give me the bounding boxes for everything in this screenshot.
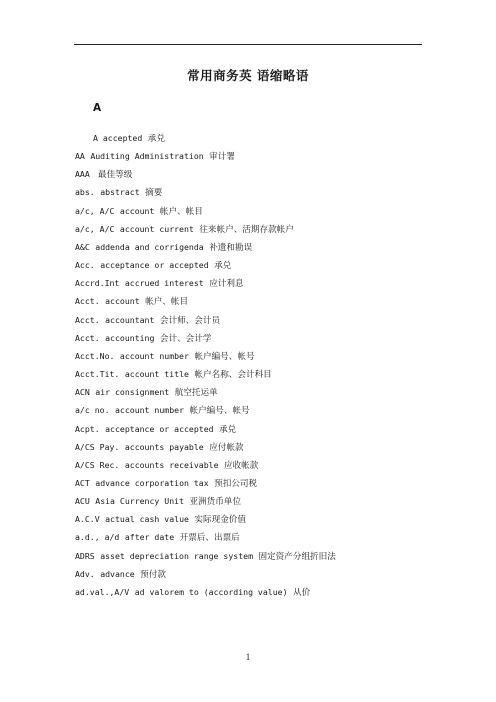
entry-abbreviation: Acc.: [75, 260, 95, 271]
entry-full-term: after date: [124, 532, 175, 543]
list-item: [75, 347, 425, 365]
document-title: 常用商务英 语缩略语: [187, 68, 309, 83]
entry-full-term: addenda and corrigenda: [95, 241, 204, 252]
entry-abbreviation: a/c no.: [75, 405, 110, 416]
entry-abbreviation: A&C: [75, 241, 90, 252]
entry-abbreviation: A accepted: [93, 133, 143, 143]
entry-full-term: accounts receivable: [124, 459, 219, 470]
entry-abbreviation: A.C.V: [75, 514, 100, 525]
list-item: [75, 565, 425, 583]
entry-translation: 航空托运单: [174, 388, 218, 399]
abbreviation-list: [75, 129, 425, 601]
entry-abbreviation: Acct.: [75, 314, 100, 325]
entry-abbreviation: AAA: [75, 169, 90, 180]
header-rule: [74, 44, 422, 45]
entry-full-term: accountant: [105, 314, 155, 325]
entry-translation: 预付款: [140, 569, 166, 580]
entry-translation: 应付帐款: [209, 442, 244, 453]
entry-full-term: Asia Currency Unit: [95, 496, 184, 507]
entry-translation: 审计署: [209, 152, 235, 163]
entry-translation: 帐户名称、会计科目: [194, 370, 272, 381]
entry-full-term: account number: [119, 350, 189, 361]
page-number: 1: [245, 652, 251, 662]
list-item: [75, 147, 425, 165]
list-item: [75, 420, 425, 438]
list-item: [75, 383, 425, 401]
entry-abbreviation: a/c, A/C: [75, 223, 115, 234]
list-item: [75, 401, 425, 419]
entry-abbreviation: abs.: [75, 187, 95, 198]
entry-abbreviation: ADRS: [75, 550, 95, 561]
entry-abbreviation: A/CS Pay.: [75, 441, 120, 452]
entry-translation: 应收帐款: [223, 460, 259, 471]
entry-abbreviation: Acct.: [75, 296, 100, 307]
entry-translation: 从价: [292, 587, 311, 598]
list-item: [75, 292, 425, 310]
entry-full-term: accounting: [105, 332, 155, 343]
list-item: [75, 583, 425, 601]
entry-full-term: account: [105, 296, 140, 307]
entry-full-term: asset depreciation range system: [100, 550, 253, 561]
list-item: [75, 238, 425, 256]
entry-full-term: actual cash value: [105, 514, 189, 525]
entry-full-term: ad valorem to (according value): [134, 586, 288, 597]
entry-translation: 摘要: [145, 188, 163, 199]
list-item: [75, 528, 425, 546]
list-item: [75, 256, 425, 274]
entry-full-term: account title: [124, 369, 189, 380]
entry-abbreviation: a.d., a/d: [75, 532, 120, 543]
entry-abbreviation: Accrd.Int: [75, 278, 120, 289]
entry-full-term: abstract: [100, 187, 140, 198]
list-item: [75, 492, 425, 510]
entry-full-term: account: [119, 205, 155, 216]
entry-translation: 预扣公司税: [214, 478, 258, 489]
entry-abbreviation: A/CS Rec.: [75, 459, 120, 470]
entry-full-term: advance corporation tax: [95, 477, 209, 488]
entry-full-term: acceptance or accepted: [105, 423, 214, 434]
list-item: [75, 220, 425, 238]
entry-translation: 承兑: [147, 134, 165, 144]
entry-full-term: account current: [119, 223, 194, 234]
entry-translation: 补遗和勘误: [209, 242, 253, 253]
entry-full-term: advance: [100, 568, 135, 579]
entry-full-term: air consignment: [95, 387, 170, 398]
entry-translation: 承兑: [214, 261, 232, 272]
entry-translation: 应计利息: [209, 279, 244, 290]
entry-abbreviation: AA: [75, 151, 85, 162]
list-item: [75, 456, 425, 474]
entry-translation: 帐户、帐目: [145, 297, 189, 308]
entry-full-term: accrued interest: [124, 278, 204, 289]
entry-translation: 实际现金价值: [194, 515, 246, 526]
list-item: [75, 547, 425, 565]
list-item: [75, 510, 425, 528]
section-heading: A: [93, 102, 102, 114]
list-item: [75, 474, 425, 492]
entry-full-term: account number: [114, 405, 184, 416]
entry-full-term: acceptance or accepted: [100, 260, 209, 271]
entry-translation: 会计师、会计员: [159, 315, 221, 326]
entry-full-term: accounts payable: [124, 441, 204, 452]
entry-translation: 固定资产分组折旧法: [258, 551, 336, 562]
entry-abbreviation: Acct.: [75, 332, 100, 343]
list-item: [75, 183, 425, 201]
entry-translation: 会计、会计学: [159, 333, 212, 344]
list-item: [75, 165, 425, 183]
entry-translation: 往来帐户、活期存款帐户: [199, 224, 294, 235]
entry-translation: 帐户编号、帐号: [194, 351, 255, 362]
list-item: [75, 438, 425, 456]
entry-abbreviation: ACN: [75, 387, 90, 398]
list-item: [75, 129, 425, 147]
entry-full-term: Auditing Administration: [90, 151, 204, 162]
entry-abbreviation: ACU: [75, 496, 90, 507]
list-item: [75, 311, 425, 329]
entry-abbreviation: ACT: [75, 477, 90, 488]
entry-translation: 开票后、出票后: [179, 533, 240, 544]
entry-translation: 最佳等级: [98, 170, 133, 181]
entry-translation: 帐户编号、帐号: [189, 406, 250, 417]
list-item: [75, 202, 425, 220]
list-item: [75, 329, 425, 347]
list-item: [75, 365, 425, 383]
entry-translation: 亚洲货币单位: [189, 497, 242, 508]
entry-abbreviation: Acct.Tit.: [75, 369, 120, 380]
entry-translation: 帐户、帐目: [159, 206, 203, 217]
entry-abbreviation: Acct.No.: [75, 350, 115, 361]
entry-abbreviation: a/c, A/C: [75, 205, 115, 216]
entry-abbreviation: Adv.: [75, 568, 95, 579]
entry-abbreviation: Acpt.: [75, 423, 100, 434]
list-item: [75, 274, 425, 292]
entry-translation: 承兑: [219, 424, 237, 435]
entry-abbreviation: ad.val.,A/V: [75, 586, 130, 597]
